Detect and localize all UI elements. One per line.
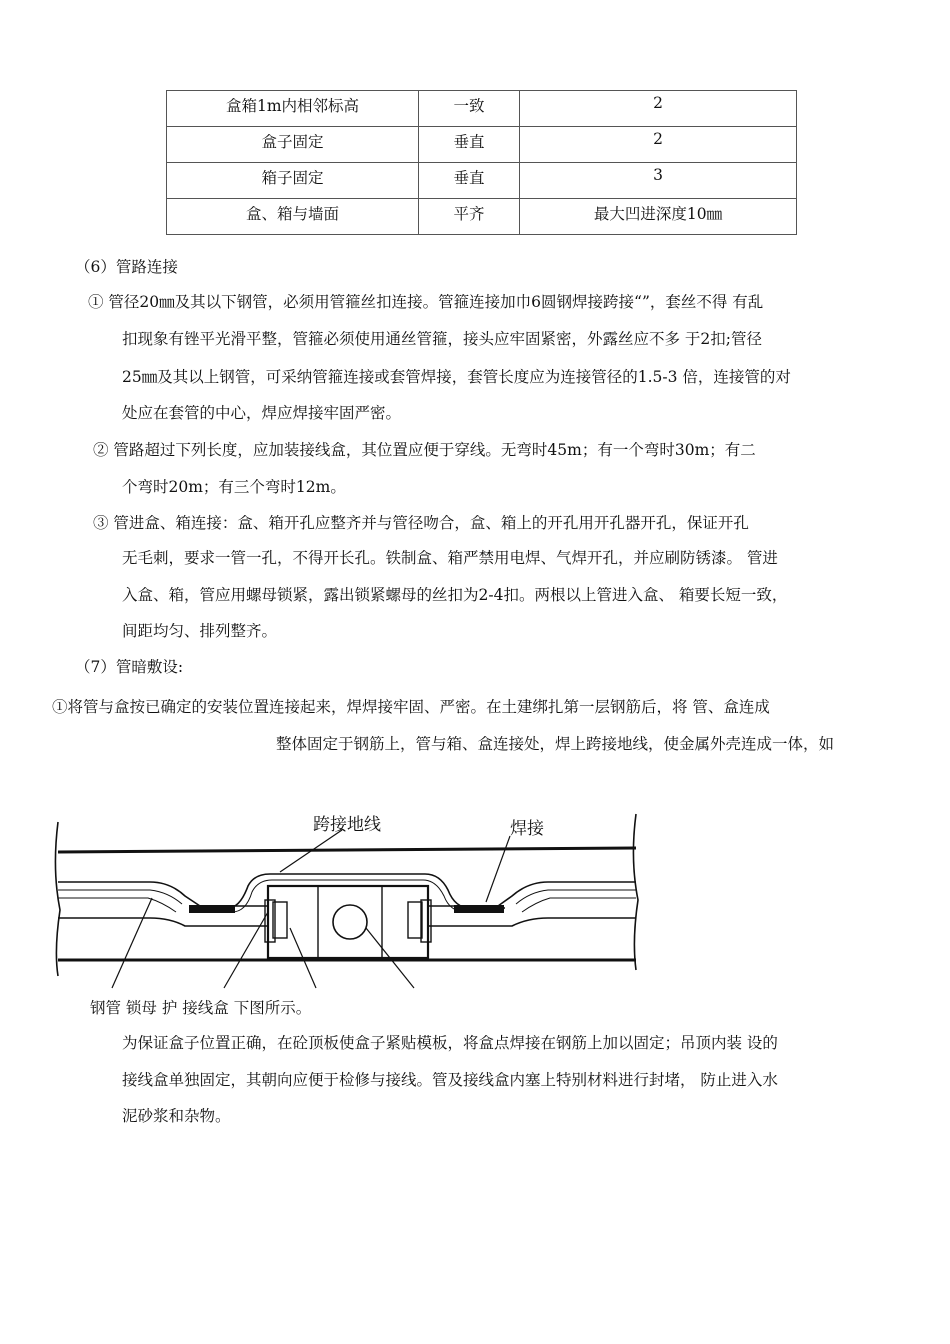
paragraph-line: ② 管路超过下列长度，应加装接线盒，其位置应便于穿线。无弯时45m；有一个弯时30m；有二 [93, 441, 756, 459]
paragraph-line: 接线盒单独固定，其朝向应便于检修与接线。管及接线盒内塞上特别材料进行封堵， 防止进入水 [122, 1071, 778, 1089]
paragraph-line: 间距均匀、排列整齐。 [122, 622, 278, 640]
table-cell: 2 [520, 127, 797, 163]
table-cell: 最大凹进深度10㎜ [520, 199, 797, 235]
spec-table [166, 90, 797, 235]
paragraph-line: 泥砂浆和杂物。 [122, 1107, 231, 1125]
paragraph-line: 处应在套管的中心，焊应焊接牢固严密。 [122, 404, 402, 422]
paragraph-line: 入盒、箱，管应用螺母锁紧，露出锁紧螺母的丝扣为2-4扣。两根以上管进入盒、 箱要长短一致， [122, 586, 788, 604]
table-cell: 盒子固定 [167, 127, 419, 163]
paragraph-line: 整体固定于钢筋上，管与箱、盒连接处，焊上跨接地线，使金属外壳连成一体，如 [276, 735, 835, 753]
section-7-heading: （7）管暗敷设: [75, 658, 184, 676]
paragraph-line: 扣现象有锉平光滑平整，管箍必须使用通丝管箍，接头应牢固紧密，外露丝应不多 于2扣;管径 [122, 330, 763, 348]
paragraph-line: ① 管径20㎜及其以下钢管，必须用管箍丝扣连接。管箍连接加巾6圆钢焊接跨接“”，套丝不得 有乱 [88, 293, 764, 311]
pipe-junction-box-figure [0, 800, 950, 990]
table-cell: 一致 [419, 91, 520, 127]
paragraph-line: 无毛刺，要求一管一孔，不得开长孔。铁制盒、箱严禁用电焊、气焊开孔，并应刷防锈漆。 管进 [122, 549, 778, 567]
table-cell: 垂直 [419, 163, 520, 199]
table-cell: 2 [520, 91, 797, 127]
table-row [167, 199, 797, 235]
paragraph-line: ③ 管进盒、箱连接：盒、箱开孔应整齐并与管径吻合，盒、箱上的开孔用开孔器开孔，保证开孔 [93, 514, 749, 532]
figure-label-weld: 焊接 [510, 819, 544, 839]
table-cell: 垂直 [419, 127, 520, 163]
paragraph-line: 为保证盒子位置正确，在砼顶板使盒子紧贴模板，将盒点焊接在钢筋上加以固定；吊顶内装 设的 [122, 1034, 778, 1052]
table-row [167, 163, 797, 199]
table-cell: 平齐 [419, 199, 520, 235]
paragraph-line: 个弯时20m；有三个弯时12m。 [122, 478, 346, 496]
table-row [167, 91, 797, 127]
figure-label-jumper: 跨接地线 [313, 815, 381, 835]
table-cell: 盒、箱与墙面 [167, 199, 419, 235]
section-6-heading: （6）管路连接 [75, 258, 178, 276]
table-cell: 3 [520, 163, 797, 199]
table-cell: 箱子固定 [167, 163, 419, 199]
figure-caption: 钢管 锁母 护 接线盒 下图所示。 [90, 999, 312, 1017]
table-row [167, 127, 797, 163]
paragraph-line: 25㎜及其以上钢管，可采纳管箍连接或套管焊接，套管长度应为连接管径的1.5-3 倍，连接管的对 [122, 368, 791, 386]
paragraph-line: ①将管与盒按已确定的安装位置连接起来，焊焊接牢固、严密。在土建绑扎第一层钢筋后，将 管、盒连成 [52, 698, 770, 716]
table-cell: 盒箱1m内相邻标高 [167, 91, 419, 127]
